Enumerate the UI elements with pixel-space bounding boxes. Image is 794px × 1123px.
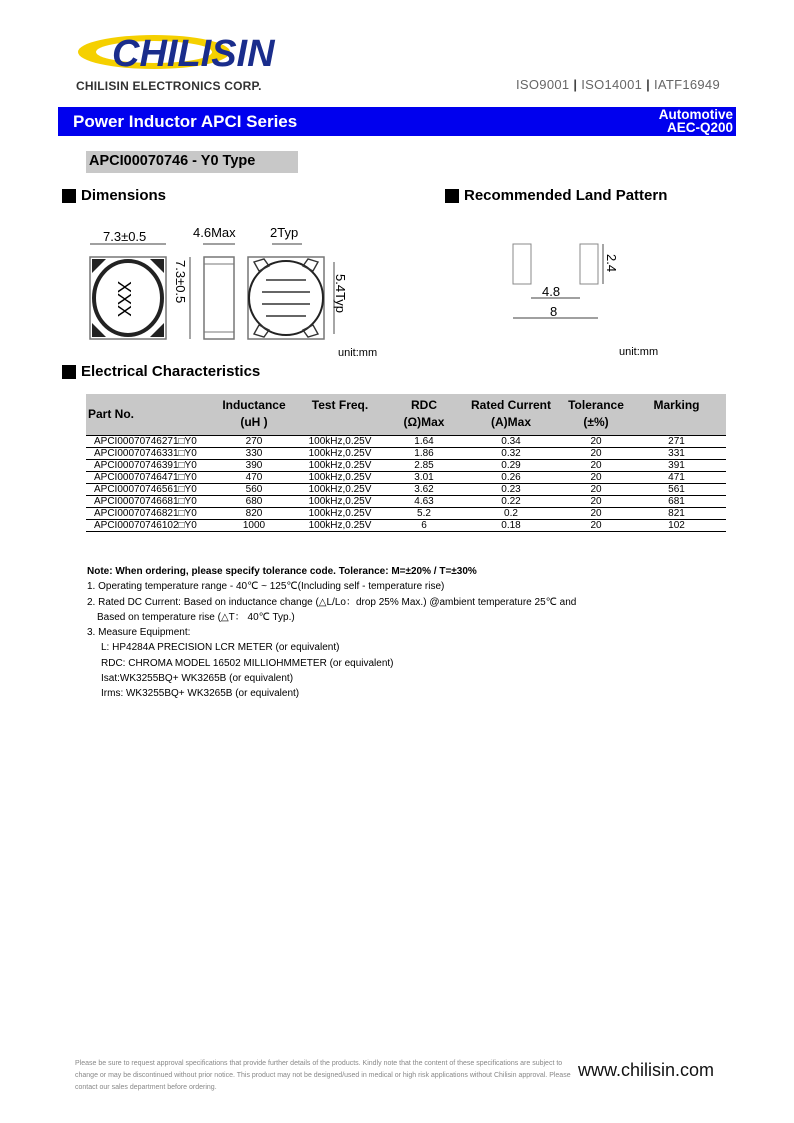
cell-rdc: 4.63 [391, 495, 457, 507]
ordering-note: Note: When ordering, please specify tolerance code. Tolerance: M=±20% / T=±30% [87, 566, 477, 577]
cell-test-freq: 100kHz,0.25V [289, 435, 391, 447]
note-2b: Based on temperature rise (△T： 40℃ Typ.) [97, 611, 295, 623]
dim-width-label: 7.3±0.5 [103, 229, 147, 244]
cell-tolerance: 20 [565, 435, 627, 447]
cell-part-no: APCI00070746561□Y0 [86, 483, 219, 495]
table-row [86, 483, 726, 495]
dim-height-label: 7.3±0.5 [173, 260, 188, 304]
cert-iso9001: ISO9001 [516, 77, 570, 92]
cell-part-no: APCI00070746471□Y0 [86, 471, 219, 483]
badge-line-2: AEC-Q200 [666, 120, 733, 135]
col-inductance: Inductance (uH ) [219, 394, 289, 435]
bullet-square-icon [445, 189, 459, 203]
bullet-square-icon [62, 189, 76, 203]
dimensions-drawing [80, 222, 370, 347]
cell-part-no: APCI00070746821□Y0 [86, 507, 219, 519]
cell-inductance: 390 [219, 459, 289, 471]
cell-rated-current: 0.32 [457, 447, 565, 459]
cell-test-freq: 100kHz,0.25V [289, 459, 391, 471]
cell-rated-current: 0.34 [457, 435, 565, 447]
col-part-no: Part No. [86, 394, 219, 435]
cell-test-freq: 100kHz,0.25V [289, 471, 391, 483]
cell-inductance: 330 [219, 447, 289, 459]
cell-marking: 821 [627, 507, 726, 519]
dimensions-heading-label: Dimensions [81, 187, 167, 204]
notes [87, 564, 576, 702]
cell-tolerance: 20 [565, 483, 627, 495]
cell-part-no: APCI00070746331□Y0 [86, 447, 219, 459]
website-link[interactable]: www.chilisin.com [578, 1060, 715, 1080]
cell-inductance: 470 [219, 471, 289, 483]
table-row [86, 435, 726, 447]
cell-inductance: 560 [219, 483, 289, 495]
land-pattern-heading-label: Recommended Land Pattern [464, 187, 668, 204]
col-test-freq: Test Freq. [289, 394, 391, 435]
table-header-row [86, 394, 726, 435]
cell-tolerance: 20 [565, 459, 627, 471]
cell-inductance: 820 [219, 507, 289, 519]
land-pattern-drawing [500, 236, 630, 326]
cell-rdc: 1.86 [391, 447, 457, 459]
cell-rated-current: 0.2 [457, 507, 565, 519]
cell-inductance: 1000 [219, 519, 289, 531]
cell-marking: 561 [627, 483, 726, 495]
cell-part-no: APCI00070746271□Y0 [86, 435, 219, 447]
certifications [516, 77, 720, 92]
logo-text: CHILISIN [112, 33, 275, 75]
cell-rdc: 2.85 [391, 459, 457, 471]
cell-rdc: 3.01 [391, 471, 457, 483]
cell-test-freq: 100kHz,0.25V [289, 519, 391, 531]
cell-inductance: 270 [219, 435, 289, 447]
cell-test-freq: 100kHz,0.25V [289, 483, 391, 495]
col-marking: Marking [627, 394, 726, 435]
dimensions-unit: unit:mm [338, 347, 378, 359]
automotive-badge [659, 108, 733, 134]
table-row [86, 495, 726, 507]
cell-marking: 331 [627, 447, 726, 459]
cell-part-no: APCI00070746681□Y0 [86, 495, 219, 507]
electrical-heading [62, 363, 260, 380]
cert-separator: | [573, 77, 578, 92]
title-bar [58, 107, 736, 136]
land-gap-label: 4.8 [542, 284, 561, 299]
dimensions-heading [62, 187, 166, 204]
cell-rdc: 5.2 [391, 507, 457, 519]
cell-rated-current: 0.18 [457, 519, 565, 531]
table-row [86, 471, 726, 483]
cell-part-no: APCI00070746102□Y0 [86, 519, 219, 531]
cell-inductance: 680 [219, 495, 289, 507]
page-title: Power Inductor APCI Series [73, 112, 298, 131]
table-row [86, 507, 726, 519]
table-row [86, 447, 726, 459]
cell-test-freq: 100kHz,0.25V [289, 495, 391, 507]
cell-marking: 471 [627, 471, 726, 483]
cell-rdc: 6 [391, 519, 457, 531]
col-rated-current: Rated Current (A)Max [457, 394, 565, 435]
col-rdc: RDC (Ω)Max [391, 394, 457, 435]
bullet-square-icon [62, 365, 76, 379]
electrical-table [86, 394, 726, 532]
cell-rated-current: 0.29 [457, 459, 565, 471]
cell-test-freq: 100kHz,0.25V [289, 447, 391, 459]
footer-disclaimer: Please be sure to request approval specifications that provide further details of the products. Kindly note that the content of these specifications are subject to change or may be discontinued without prior notice. This product may not be designed/used in medical or high risk applications without Chilisin approval. Please contact our sales department before ordering. [75, 1060, 571, 1091]
cell-tolerance: 20 [565, 447, 627, 459]
cell-marking: 681 [627, 495, 726, 507]
cell-tolerance: 20 [565, 495, 627, 507]
cell-tolerance: 20 [565, 471, 627, 483]
cell-rated-current: 0.26 [457, 471, 565, 483]
cert-iatf16949: IATF16949 [653, 77, 720, 92]
cell-rdc: 3.62 [391, 483, 457, 495]
dim-inner-label: 5.4Typ [333, 274, 348, 314]
dim-terminal-label: 2Typ [270, 225, 299, 240]
equipment-irms: Irms: WK3255BQ+ WK3265B (or equivalent) [101, 688, 300, 700]
chilisin-logo [76, 24, 276, 76]
land-pad-height-label: 2.4 [604, 254, 619, 273]
note-3: 3. Measure Equipment: [87, 627, 191, 639]
cell-rated-current: 0.23 [457, 483, 565, 495]
equipment-l: L: HP4284A PRECISION LCR METER (or equivalent) [101, 642, 340, 654]
cert-iso14001: ISO14001 [581, 77, 643, 92]
cell-marking: 271 [627, 435, 726, 447]
equipment-isat: Isat:WK3255BQ+ WK3265B (or equivalent) [101, 673, 294, 685]
table-row [86, 459, 726, 471]
cell-part-no: APCI00070746391□Y0 [86, 459, 219, 471]
badge-line-1: Automotive [658, 107, 733, 122]
dim-thickness-label: 4.6Max [193, 225, 236, 240]
electrical-heading-label: Electrical Characteristics [81, 363, 261, 380]
note-1: 1. Operating temperature range - 40℃ ~ 125℃(Including self - temperature rise) [87, 581, 445, 593]
cert-separator: | [646, 77, 651, 92]
cell-rdc: 1.64 [391, 435, 457, 447]
cell-marking: 391 [627, 459, 726, 471]
cell-test-freq: 100kHz,0.25V [289, 507, 391, 519]
col-tolerance: Tolerance (±%) [565, 394, 627, 435]
land-pattern-heading [445, 187, 667, 204]
table-row [86, 519, 726, 531]
cell-rated-current: 0.22 [457, 495, 565, 507]
marking-text: XXX [114, 281, 134, 318]
company-name: CHILISIN ELECTRONICS CORP. [76, 79, 262, 93]
cell-tolerance: 20 [565, 519, 627, 531]
land-outer-label: 8 [550, 304, 558, 319]
cell-marking: 102 [627, 519, 726, 531]
type-label: APCI00070746 - Y0 Type [86, 151, 298, 173]
cell-tolerance: 20 [565, 507, 627, 519]
note-2: 2. Rated DC Current: Based on inductance change (△L/Lo：drop 25% Max.) @ambient temperature 25℃ and [87, 596, 577, 608]
land-pattern-unit: unit:mm [619, 346, 659, 358]
equipment-rdc: RDC: CHROMA MODEL 16502 MILLIOHMMETER (or equivalent) [101, 657, 394, 669]
